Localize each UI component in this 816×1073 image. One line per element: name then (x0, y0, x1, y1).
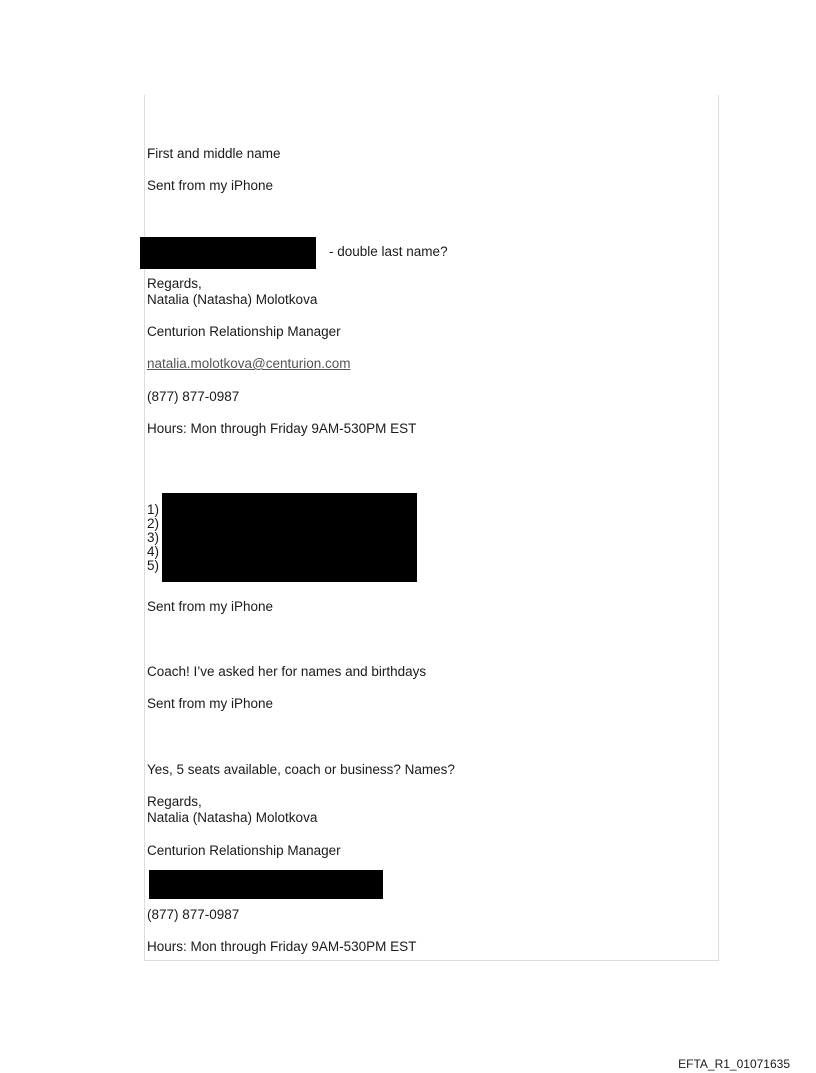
double-last-name-text: - double last name? (329, 244, 448, 259)
list-item-number: 2) (147, 516, 160, 531)
signature-title: Centurion Relationship Manager (147, 324, 341, 339)
signature-phone: (877) 877-0987 (147, 389, 240, 404)
document-id-footer: EFTA_R1_01071635 (678, 1057, 790, 1071)
redaction-block (149, 870, 383, 899)
redaction-block (162, 493, 417, 582)
coach-message-text: Coach! I’ve asked her for names and birthdays (147, 664, 427, 679)
signature-title: Centurion Relationship Manager (147, 843, 341, 858)
signature-name: Natalia (Natasha) Molotkova (147, 810, 318, 825)
sent-from-iphone-text: Sent from my iPhone (147, 696, 274, 711)
signature-hours: Hours: Mon through Friday 9AM-530PM EST (147, 939, 417, 954)
first-middle-name-text: First and middle name (147, 146, 281, 161)
redaction-block (140, 237, 316, 269)
list-item-number: 5) (147, 558, 160, 573)
list-item-number: 4) (147, 544, 160, 559)
signature-hours: Hours: Mon through Friday 9AM-530PM EST (147, 421, 417, 436)
sent-from-iphone-text: Sent from my iPhone (147, 178, 274, 193)
signature-email-link[interactable]: natalia.molotkova@centurion.com (147, 356, 351, 371)
signature-phone: (877) 877-0987 (147, 907, 240, 922)
sent-from-iphone-text: Sent from my iPhone (147, 599, 274, 614)
regards-text: Regards, (147, 794, 202, 809)
regards-text: Regards, (147, 276, 202, 291)
seats-available-text: Yes, 5 seats available, coach or business? Names? (147, 762, 455, 777)
signature-name: Natalia (Natasha) Molotkova (147, 292, 318, 307)
list-item-number: 1) (147, 502, 160, 517)
list-item-number: 3) (147, 530, 160, 545)
